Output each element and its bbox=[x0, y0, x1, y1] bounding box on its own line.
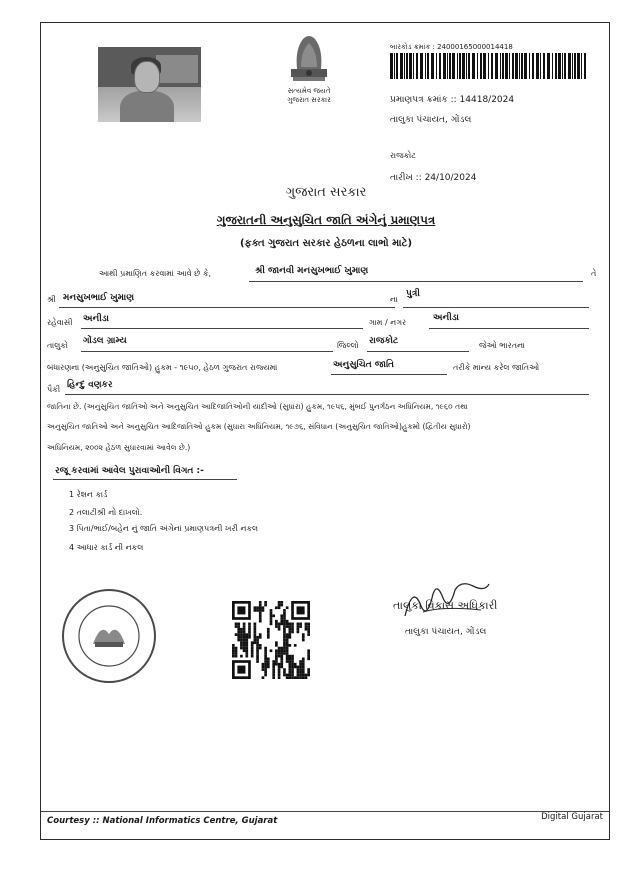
na-text: ના bbox=[390, 295, 398, 304]
barcode-icon bbox=[390, 53, 590, 79]
district-label: જિલ્લો bbox=[337, 341, 359, 350]
footer-courtesy: Courtesy :: National Informatics Centre, Gujarat bbox=[47, 816, 278, 826]
footer-digital-gujarat: Digital Gujarat bbox=[541, 812, 603, 822]
place: રાજકોટ bbox=[390, 151, 416, 160]
qr-code-icon bbox=[232, 601, 310, 679]
official-seal-icon bbox=[59, 586, 159, 686]
taluka-value: ગોંડલ ગ્રામ્ય bbox=[83, 336, 127, 346]
father-name: મનસુખભાઈ ખુમાણ bbox=[63, 293, 135, 303]
issue-date: તારીખ :: 24/10/2024 bbox=[390, 173, 477, 183]
evidence-item: 2 તલાટીશ્રી નો દાખલો. bbox=[69, 508, 143, 517]
state-emblem-icon bbox=[279, 29, 339, 95]
emblem-caption-line1: સત્યમેવ જયતે bbox=[287, 87, 331, 95]
emblem-caption-line2: ગુજરાત સરકાર bbox=[287, 96, 331, 104]
peti-label: પૈકી bbox=[47, 385, 61, 394]
certify-prefix: આથી પ્રમાણિત કરવામાં આવે છે કે, bbox=[99, 269, 212, 278]
para-line1: જાતિના છે. (અનુસુચિત જાતિઓ અને અનુસુચિત આદિજાતિઓની યાદીઓ (સુધારા) હુકમ, ૧૯૫૬, મુંબઈ પુનર્ગઠન અધિનિયમ, ૧૯૬૦ તથા bbox=[47, 402, 468, 411]
caste-category: અનુસુચિત જાતિ bbox=[333, 360, 394, 370]
certificate-page bbox=[40, 22, 610, 840]
para-line2: અનુસુચિત જાતિઓ અને અનુસુચિત આદિજાતિઓ હુકમ (સુધારા અધિનિયમ, ૧૯૭૬, સંવિધાન (અનુસુચિત જાતિઓ)હુકમો (દ્વિતીય સુધારો) bbox=[47, 422, 471, 431]
district-value: રાજકોટ bbox=[369, 336, 399, 346]
issuing-office: તાલુકા પંચાયત, ગોંડલ bbox=[390, 115, 472, 125]
applicant-name: શ્રી જાનવી મનસુખભાઈ ખુમાણ bbox=[255, 266, 369, 276]
resident-label: રહેવાસી bbox=[47, 318, 73, 327]
village-label: ગામ / નગર bbox=[369, 318, 407, 327]
applicant-photo bbox=[98, 47, 201, 122]
caste-value: હિન્દુ વણકર bbox=[67, 380, 113, 390]
evidence-item: 4 આધાર કાર્ડ ની નકલ bbox=[69, 543, 144, 552]
te-text: તે bbox=[591, 269, 597, 278]
para-line3: અધિનિયમ, ૨૦૦૨ હેઠળ સુધારવામાં આવેલ છે.) bbox=[47, 443, 191, 452]
village-value: અનીડા bbox=[433, 313, 459, 323]
relation: પુત્રી bbox=[406, 289, 420, 299]
recognized-text: તરીકે માન્ય કરેલ જાતિઓ bbox=[453, 363, 540, 372]
signatory-office: તાલુકા પંચાયત, ગોંડલ bbox=[405, 627, 487, 637]
evidence-item: 1 રેશન કાર્ડ bbox=[69, 490, 108, 499]
india-text: જેઓ ભારતના bbox=[479, 341, 526, 350]
certificate-title: ગુજરાતની અનુસુચિત જાતિ અંગેનું પ્રમાણપત્ર bbox=[216, 213, 436, 227]
constitution-text: બંધારણના (અનુસુચિત જાતિઓ) હુકમ - ૧૯૫૦, હેઠળ ગુજરાત રાજ્યમાં bbox=[47, 363, 278, 372]
certificate-subtitle: (ફક્ત ગુજરાત સરકાર હેઠળના લાભો માટે) bbox=[239, 238, 413, 249]
taluka-label: તાલુકો bbox=[47, 341, 68, 350]
barcode-label: બારકોડ ક્રમાંક : 24000165000014418 bbox=[390, 43, 513, 51]
certificate-number: પ્રમાણપત્ર ક્રમાંક :: 14418/2024 bbox=[390, 95, 515, 105]
evidence-item: 3 પિતા/ભાઈ/બહેન નું જાતિ અંગેનાં પ્રમાણપત્રની ખરી નકલ bbox=[69, 524, 259, 533]
signatory-title: તાલુકા વિકાસ અધિકારી bbox=[393, 599, 498, 612]
resident-value: અનીડા bbox=[83, 314, 109, 324]
shri-text: શ્રી bbox=[47, 295, 56, 304]
government-title: ગુજરાત સરકાર bbox=[285, 185, 367, 200]
evidence-heading: રજૂ કરવામાં આવેલ પુરાવાઓની વિગત :- bbox=[55, 466, 204, 476]
